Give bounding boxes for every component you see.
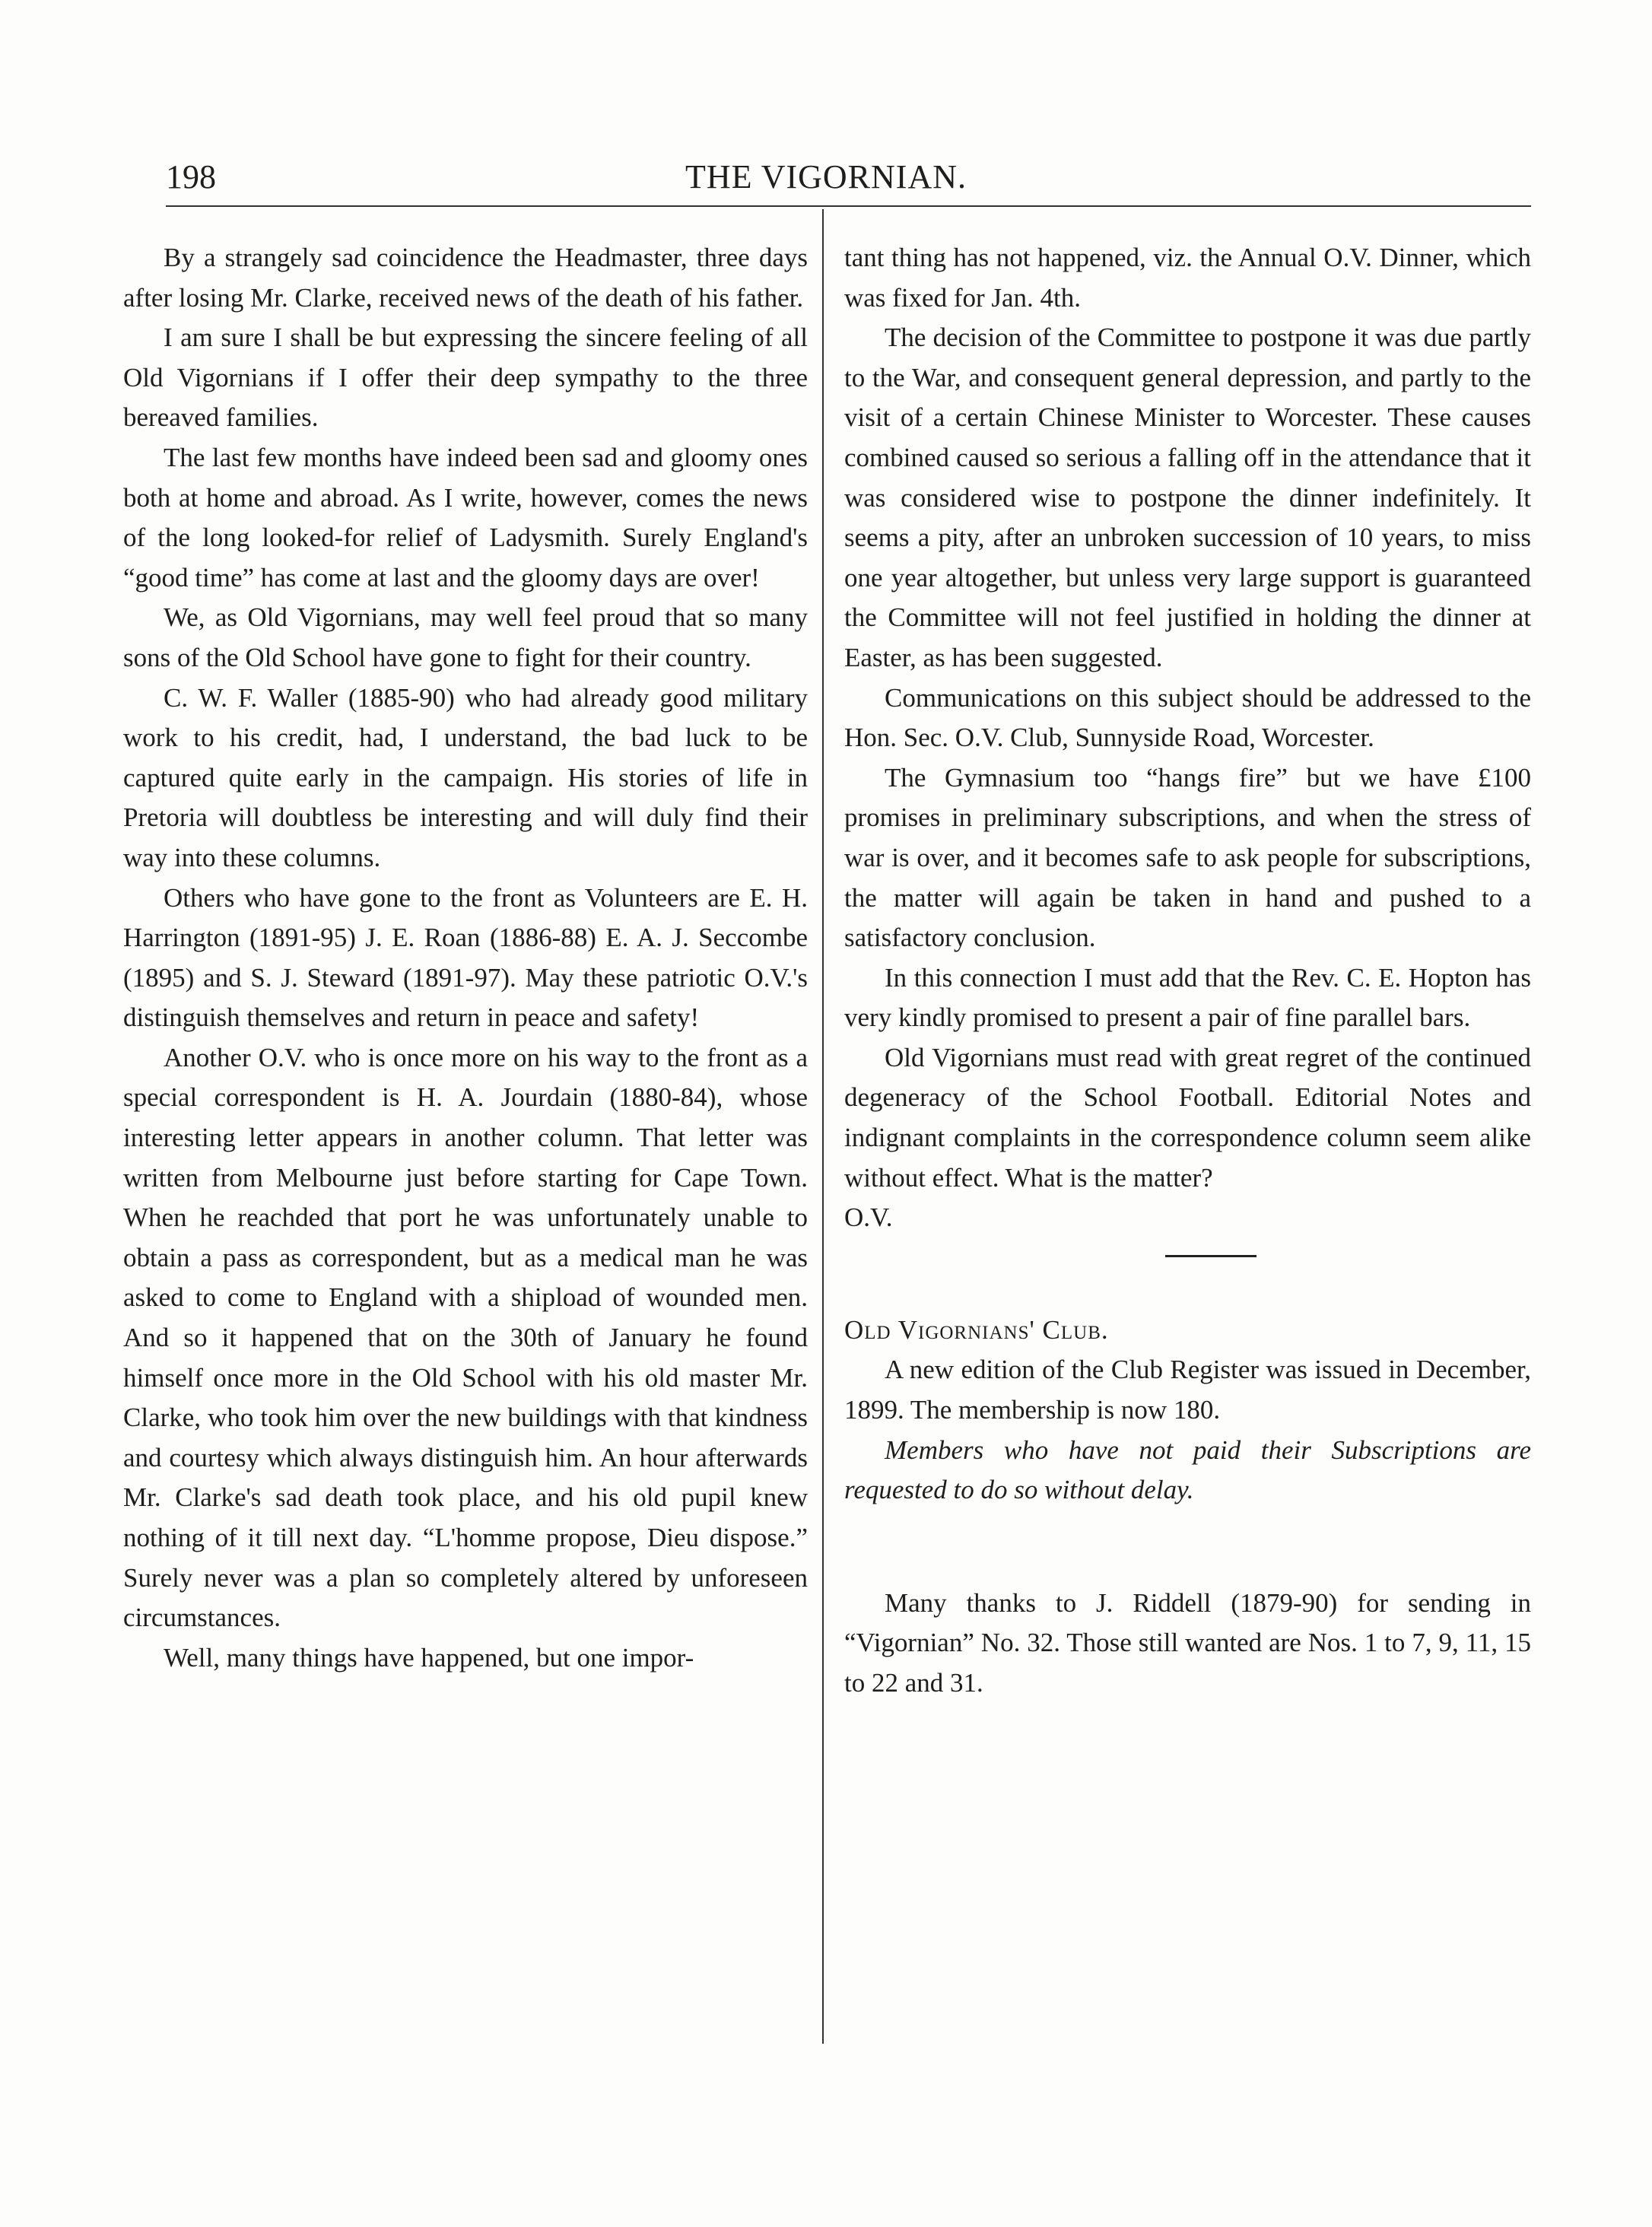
- paragraph: Old Vigornians must read with great regret of the continued degeneracy of the School Football. Editorial Notes and indignant complaints in the correspondence column seem alike without effect. What is the matter?: [844, 1042, 1531, 1193]
- thanks-note: Many thanks to J. Riddell (1879-90) for sending in “Vigornian” No. 32. Those still wanted are Nos. 1 to 7, 9, 11, 15 to 22 and 31.: [844, 1587, 1531, 1698]
- right-column: [844, 238, 1531, 1704]
- running-title: THE VIGORNIAN.: [685, 158, 967, 195]
- paragraph: We, as Old Vigornians, may well feel proud that so many sons of the Old School have gone to fight for their country.: [123, 602, 808, 672]
- paragraph: In this connection I must add that the Rev. C. E. Hopton has very kindly promised to present a pair of fine parallel bars.: [844, 962, 1531, 1033]
- paragraph: The last few months have indeed been sad and gloomy ones both at home and abroad. As I write, however, comes the news of the long looked-for relief of Ladysmith. Surely England's “good time” has come at last and the gloomy days are over!: [123, 442, 808, 592]
- paragraph: I am sure I shall be but expressing the sincere feeling of all Old Vigornians if I offer their deep sympathy to the three bereaved families.: [123, 322, 808, 433]
- paragraph: Others who have gone to the front as Volunteers are E. H. Harrington (1891-95) J. E. Roan (1886-88) E. A. J. Seccombe (1895) and S. J. Steward (1891-97). May these patriotic O.V.'s distinguish themselves and return in peace and safety!: [123, 882, 808, 1033]
- paragraph: Communications on this subject should be addressed to the Hon. Sec. O.V. Club, Sunnyside Road, Worcester.: [844, 682, 1531, 753]
- header-rule: [166, 205, 1531, 207]
- section-separator: [1165, 1255, 1256, 1257]
- continued-paragraph: tant thing has not happened, viz. the Annual O.V. Dinner, which was fixed for Jan. 4th.: [844, 243, 1531, 313]
- paragraph: C. W. F. Waller (1885-90) who had already good military work to his credit, had, I understand, the bad luck to be captured quite early in the campaign. His stories of life in Pretoria will doubtless be interesting and will duly find their way into these columns.: [123, 682, 808, 872]
- club-heading: Old Vigornians' Club.: [844, 1314, 1109, 1345]
- column-divider: [822, 209, 824, 2044]
- signature: O.V.: [844, 1202, 893, 1233]
- paragraph: Another O.V. who is once more on his way to the front as a special correspondent is H. A. Jourdain (1880-84), whose interesting letter appears in another column. That letter was written from Melbourne just before starting for Cape Town. When he reachded that port he was unfortunately unable to obtain a pass as correspondent, but as a medical man he was asked to come to England with a shipload of wounded men. And so it happened that on the 30th of January he found himself once more in the Old School with his old master Mr. Clarke, who took him over the new buildings with that kindness and courtesy which always distinguish him. An hour afterwards Mr. Clarke's sad death took place, and his old pupil knew nothing of it till next day. “L'homme propose, Dieu dispose.” Surely never was a plan so completely altered by unforeseen circumstances.: [123, 1042, 808, 1633]
- subscription-notice: Members who have not paid their Subscriptions are requested to do so without delay.: [844, 1434, 1531, 1505]
- page-number: 198: [166, 158, 216, 195]
- paragraph: Well, many things have happened, but one impor-: [164, 1642, 694, 1673]
- paragraph: The decision of the Committee to postpone it was due partly to the War, and consequent general depression, and partly to the visit of a certain Chinese Minister to Worcester. These causes combined caused so serious a falling off in the attendance that it was considered wise to postpone the dinner indefinitely. It seems a pity, after an unbroken succession of 10 years, to miss one year altogether, but unless very large support is guaranteed the Committee will not feel justified in holding the dinner at Easter, as has been suggested.: [844, 322, 1531, 672]
- club-register-note: A new edition of the Club Register was issued in December, 1899. The membership is now 180.: [844, 1355, 1531, 1425]
- paragraph: By a strangely sad coincidence the Headmaster, three days after losing Mr. Clarke, received news of the death of his father.: [123, 243, 808, 313]
- left-column: [123, 238, 808, 1678]
- paragraph: The Gymnasium too “hangs fire” but we have £100 promises in preliminary subscriptions, and when the stress of war is over, and it becomes safe to ask people for subscriptions, the matter will again be taken in hand and pushed to a satisfactory conclusion.: [844, 762, 1531, 953]
- spacer: [844, 1511, 1531, 1584]
